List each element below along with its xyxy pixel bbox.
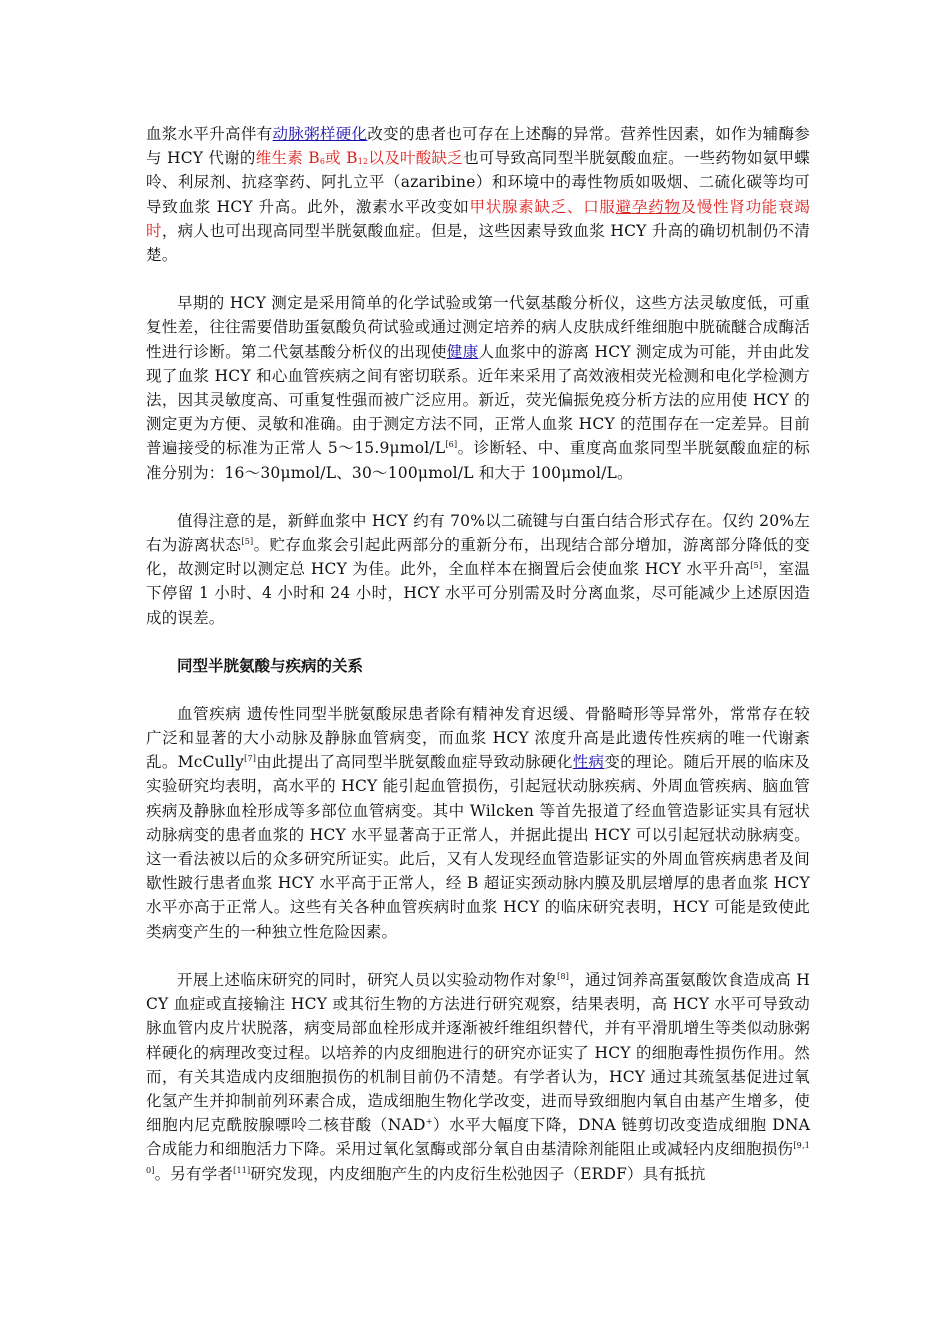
paragraph-vascular-disease bbox=[146, 702, 810, 944]
paragraph-animal-studies bbox=[146, 968, 810, 1186]
text-run: ，室温下停留 1 小时、4 小时和 24 小时，HCY 水平可分别需及时分离血浆，尽可能减少上述原因造成的误差。 bbox=[146, 560, 810, 627]
highlight-thyroid: 甲状腺素缺乏、口服 bbox=[469, 197, 616, 216]
paragraph-risk-factors bbox=[146, 122, 810, 267]
citation-6: [6] bbox=[445, 440, 458, 450]
citation-11: [11] bbox=[233, 1165, 251, 1175]
paragraph-spacer bbox=[146, 630, 810, 654]
citation-8: [8] bbox=[557, 971, 570, 981]
text-run: 改变的患者也可存在上述酶的异常。营养性因素，如作为辅酶参与 HCY 代谢的 bbox=[146, 125, 810, 168]
subscript-6: 6 bbox=[319, 157, 326, 167]
text-run: 。贮存血浆会引起此两部分的重新分布，出现结合部分增加，游离部分降低的变化，故测定时以测定总 HCY 为佳。此外，全血样本在搁置后会使血浆 HCY 水平升高 bbox=[146, 536, 810, 579]
citation-7: [7] bbox=[244, 754, 257, 764]
citation-9-10: [9,10] bbox=[146, 1141, 810, 1175]
highlight-folate-deficiency: 以及叶酸缺乏 bbox=[368, 149, 464, 168]
text-run: 变的理论。随后开展的临床及实验研究均表明，高水平的 HCY 能引起血管损伤，引起冠状动脉疾病、外周血管疾病、脑血管疾病及静脉血栓形成等多部位血管病变。其中 Wilcken 等首先报道了经血管造影证实具有冠状动脉病变的患者血浆的 HCY 水平显著高于正常人，并据此提出 HCY 可以引起冠状动脉病变。这一看法被以后的众多研究所证实。此后，又有人发现经血管造影证实的外周血管疾病患者及间歇性跛行患者血浆 HCY 水平高于正常人，经 B 超证实颈动脉内膜及肌层增厚的患者血浆 HCY 水平亦高于正常人。这些有关各种血管疾病时血浆 HCY 的临床研究表明，HCY 可能是致使此类病变产生的一种独立性危险因素。 bbox=[146, 753, 810, 941]
highlight-vitamin-b6: 维生素 B bbox=[255, 149, 320, 168]
text-run: 。诊断轻、中、重度高血浆同型半胱氨酸血症的标准分别为：16～30μmol/L、30～100μmol/L 和大于 100μmol/L。 bbox=[146, 439, 810, 482]
link-disease[interactable]: 性病 bbox=[572, 753, 605, 772]
text-run: 早期的 HCY 测定是采用简单的化学试验或第一代氨基酸分析仪，这些方法灵敏度低，可重复性差，往往需要借助蛋氨酸负荷试验或通过测定培养的病人皮肤成纤维细胞中胱硫醚合成酶活性进行诊断。第二代氨基酸分析仪的出现使 bbox=[146, 294, 810, 361]
superscript-plus: + bbox=[425, 1117, 433, 1127]
paragraph-spacer bbox=[146, 944, 810, 968]
highlight-or-b: 或 B bbox=[325, 149, 358, 168]
text-run: 人血浆中的游离 HCY 测定成为可能，并由此发现了血浆 HCY 和心血管疾病之间有密切联系。近年来采用了高效液相荧光检测和电化学检测方法，因其灵敏度高、可重复性强而被广泛应用。新近，荧光偏振免疫分析方法的应用使 HCY 的测定更为方便、灵敏和准确。由于测定方法不同，正常人血浆 HCY 的范围存在一定差异。目前普遍接受的标准为正常人 5～15.9μmol/L bbox=[146, 342, 810, 458]
text-run: ）水平大幅度下降，DNA 链剪切改变造成细胞 DNA 合成能力和细胞活力下降。采用过氧化氢酶或部分氧自由基清除剂能阻止或减轻内皮细胞损伤 bbox=[146, 1116, 810, 1159]
citation-5: [5] bbox=[241, 537, 254, 547]
link-health[interactable]: 健康 bbox=[446, 342, 479, 361]
document-page bbox=[146, 122, 810, 1186]
highlight-renal-failure: 及慢性肾功能衰竭时 bbox=[146, 197, 810, 240]
text-run: 值得注意的是，新鲜血浆中 HCY 约有 70%以二硫键与白蛋白结合形式存在。仅约 20%左右为游离状态 bbox=[146, 511, 810, 555]
text-run: 血浆水平升高伴有 bbox=[146, 125, 273, 143]
link-contraceptive[interactable]: 避孕药物 bbox=[615, 197, 681, 216]
paragraph-hcy-measurement bbox=[146, 291, 810, 485]
subscript-12: 12 bbox=[357, 157, 369, 167]
citation-5: [5] bbox=[750, 561, 763, 571]
text-run: 研究发现，内皮细胞产生的内皮衍生松弛因子（ERDF）具有抵抗 bbox=[250, 1164, 706, 1183]
paragraph-spacer bbox=[146, 678, 810, 702]
paragraph-spacer bbox=[146, 485, 810, 509]
text-run: 由此提出了高同型半胱氨酸血症导致动脉硬化 bbox=[256, 753, 573, 772]
text-run: 也可导致高同型半胱氨酸血症。一些药物如氨甲蝶呤、利尿剂、抗痉挛药、阿扎立平（azaribine）和环境中的毒性物质如吸烟、二硫化碳等均可导致血浆 HCY 升高。此外，激素水平改变如 bbox=[146, 149, 810, 216]
link-atherosclerosis[interactable]: 动脉粥样硬化 bbox=[272, 125, 368, 143]
text-run: 开展上述临床研究的同时，研究人员以实验动物作对象 bbox=[177, 970, 558, 989]
text-run: ，病人也可出现高同型半胱氨酸血症。但是，这些因素导致血浆 HCY 升高的确切机制仍不清楚。 bbox=[146, 221, 810, 265]
section-heading: 同型半胱氨酸与疾病的关系 bbox=[177, 655, 364, 675]
text-run: ，通过饲养高蛋氨酸饮食造成高 HCY 血症或直接输注 HCY 或其衍生物的方法进行研究观察，结果表明，高 HCY 水平可导致动脉血管内皮片状脱落，病变局部血栓形成并逐渐被纤维组织替代，并有平滑肌增生等类似动脉粥样硬化的病理改变过程。以培养的内皮细胞进行的研究亦证实了 HCY 的细胞毒性损伤作用。然而，有关其造成内皮细胞损伤的机制目前仍不清楚。有学者认为，HCY 通过其巯氢基促进过氧化氢产生并抑制前列环素合成，造成细胞生物化学改变，进而导致细胞内氧自由基产生增多，使细胞内尼克酰胺腺嘌呤二核苷酸（NAD bbox=[146, 970, 810, 1135]
paragraph-spacer bbox=[146, 267, 810, 291]
paragraph-plasma-storage bbox=[146, 509, 810, 630]
text-run: 血管疾病 遗传性同型半胱氨酸尿患者除有精神发育迟缓、骨骼畸形等异常外，常常存在较广泛和显著的大小动脉及静脉血管病变，而血浆 HCY 浓度升高是此遗传性疾病的唯一代谢紊乱。McCully bbox=[146, 704, 810, 772]
text-run: 。另有学者 bbox=[154, 1164, 234, 1183]
